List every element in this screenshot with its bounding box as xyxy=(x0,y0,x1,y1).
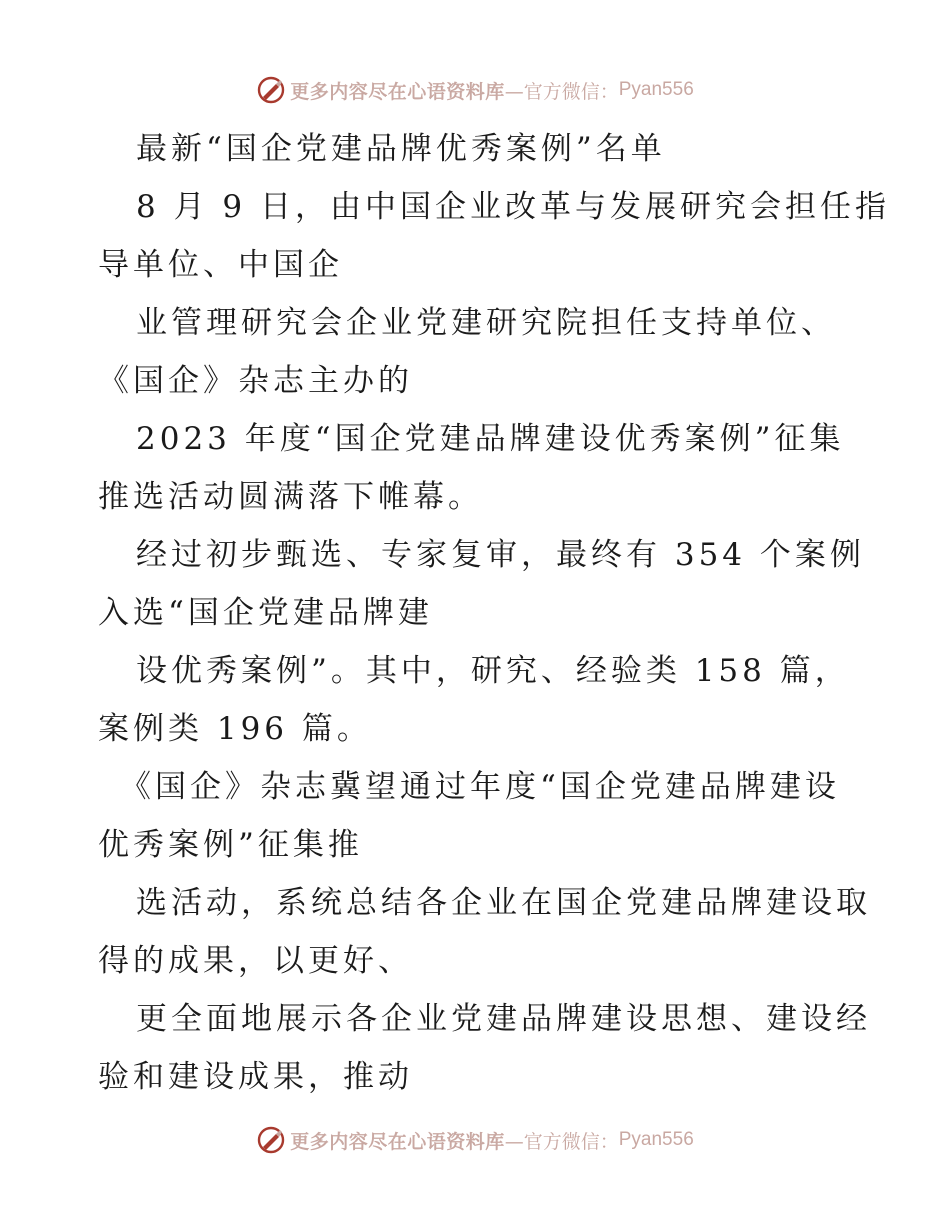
paragraph-line: 导单位、中国企 xyxy=(98,247,343,283)
pen-logo-icon xyxy=(256,1125,286,1155)
paragraph-line: 优秀案例”征集推 xyxy=(98,827,363,863)
paragraph-line: 得的成果，以更好、 xyxy=(98,943,413,979)
watermark-wechat-id: Pyan556 xyxy=(618,79,694,100)
header-watermark xyxy=(0,72,950,108)
paragraph-line: 案例类 196 篇。 xyxy=(98,711,372,747)
paragraph-line: 推选活动圆满落下帷幕。 xyxy=(98,479,483,515)
watermark-official-label: —官方微信： xyxy=(504,80,619,103)
paragraph-line: 2023 年度“国企党建品牌建设优秀案例”征集 xyxy=(136,421,845,457)
paragraph-line: 8 月 9 日，由中国企业改革与发展研究会担任指 xyxy=(136,189,891,225)
watermark-wechat-id: Pyan556 xyxy=(618,1129,694,1150)
watermark-official-label: —官方微信： xyxy=(504,1130,619,1153)
paragraph-line: 入选“国企党建品牌建 xyxy=(98,595,433,631)
footer-watermark xyxy=(0,1122,950,1158)
watermark-text: 更多内容尽在心语资料库 xyxy=(290,80,505,103)
paragraph-line: 验和建设成果，推动 xyxy=(98,1059,413,1095)
paragraph-line: 设优秀案例”。其中，研究、经验类 158 篇， xyxy=(136,653,850,689)
paragraph-line: 经过初步甄选、专家复审，最终有 354 个案例 xyxy=(136,537,865,573)
paragraph-line: 业管理研究会企业党建研究院担任支持单位、 xyxy=(136,305,836,341)
document-body xyxy=(98,120,891,1106)
paragraph-line: 《国企》杂志冀望通过年度“国企党建品牌建设 xyxy=(120,769,840,805)
pen-logo-icon xyxy=(256,75,286,105)
paragraph-line: 更全面地展示各企业党建品牌建设思想、建设经 xyxy=(136,1001,871,1037)
watermark-text: 更多内容尽在心语资料库 xyxy=(290,1130,505,1153)
document-title: 最新“国企党建品牌优秀案例”名单 xyxy=(136,131,666,167)
paragraph-line: 《国企》杂志主办的 xyxy=(98,363,413,399)
paragraph-line: 选活动，系统总结各企业在国企党建品牌建设取 xyxy=(136,885,871,921)
